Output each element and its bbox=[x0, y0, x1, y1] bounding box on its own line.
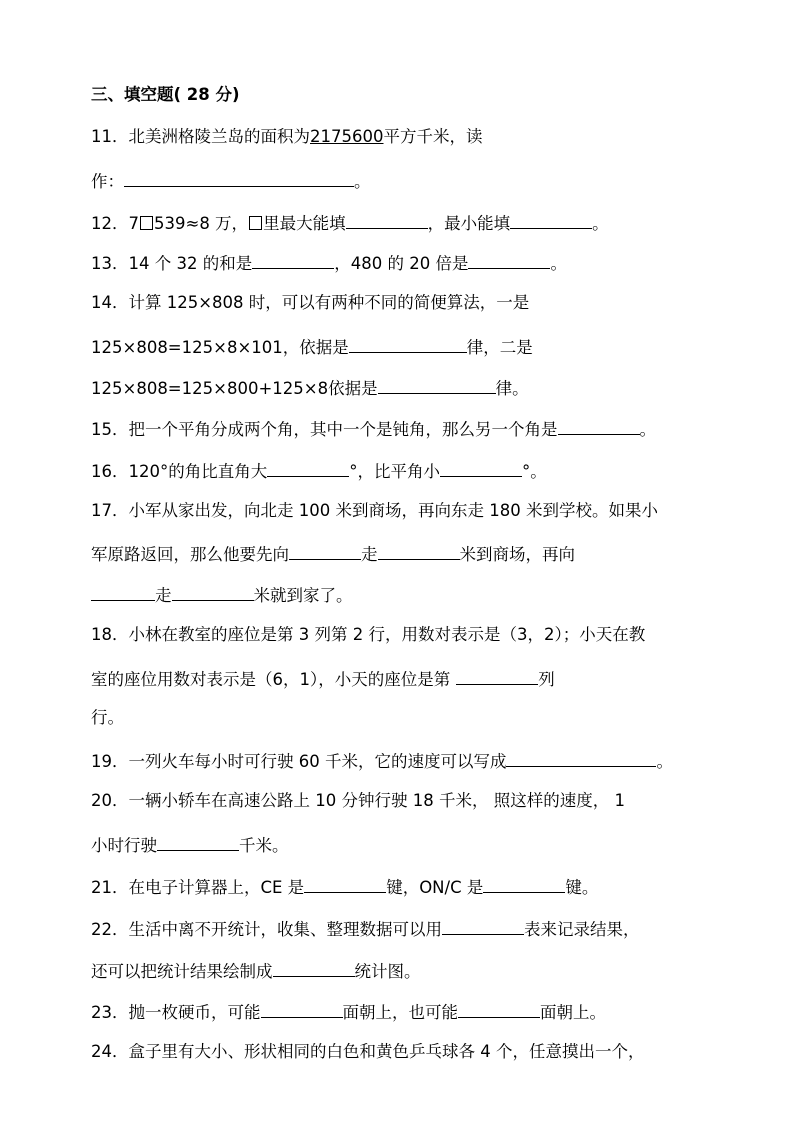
answer-blank[interactable] bbox=[378, 375, 496, 394]
q22-text-2: 表来记录结果， bbox=[524, 920, 640, 939]
q16-text: 16．120°的角比直角大 bbox=[91, 462, 268, 481]
answer-blank[interactable] bbox=[558, 416, 640, 435]
answer-blank[interactable] bbox=[267, 458, 349, 477]
question-18-line2 bbox=[91, 666, 555, 691]
question-11-line2 bbox=[91, 168, 371, 193]
q19-text: 19．一列火车每小时可行驶 60 千米，它的速度可以写成 bbox=[91, 752, 507, 771]
question-22 bbox=[91, 916, 640, 941]
q23-text-2: 面朝上，也可能 bbox=[342, 1003, 458, 1022]
question-14: 14．计算 125×808 时，可以有两种不同的简便算法，一是 bbox=[91, 293, 530, 312]
question-18-line3: 行。 bbox=[91, 708, 124, 727]
q17-text-5: 走 bbox=[155, 586, 172, 605]
q12-text-4: ，最小能填 bbox=[427, 214, 511, 233]
question-22-line2 bbox=[91, 958, 421, 983]
answer-blank[interactable] bbox=[506, 748, 656, 767]
question-12 bbox=[91, 210, 609, 235]
q23-text-3: 面朝上。 bbox=[540, 1003, 606, 1022]
q21-text: 21．在电子计算器上，CE 是 bbox=[91, 878, 305, 897]
answer-blank[interactable] bbox=[456, 666, 538, 685]
answer-blank[interactable] bbox=[157, 832, 239, 851]
q17-text-2: 军原路返回，那么他要先向 bbox=[91, 545, 289, 564]
q14-text-3: 律，二是 bbox=[466, 338, 533, 357]
q20-text-2: 小时行驶 bbox=[91, 836, 157, 855]
box-icon bbox=[249, 216, 262, 230]
q14-text-2: 125×808=125×8×101，依据是 bbox=[91, 338, 349, 357]
q14-text-4: 125×808=125×800+125×8依据是 bbox=[91, 379, 378, 398]
answer-blank[interactable] bbox=[289, 541, 361, 560]
question-13 bbox=[91, 250, 567, 275]
q21-text-3: 键。 bbox=[565, 878, 599, 897]
q16-period: °。 bbox=[522, 462, 547, 481]
answer-blank[interactable] bbox=[510, 210, 592, 229]
q11-number: 2175600 bbox=[310, 127, 384, 146]
answer-blank[interactable] bbox=[378, 541, 460, 560]
q22-text-4: 统计图。 bbox=[354, 962, 421, 981]
answer-blank[interactable] bbox=[172, 582, 254, 601]
question-21 bbox=[91, 874, 598, 899]
answer-blank[interactable] bbox=[458, 999, 540, 1018]
answer-blank[interactable] bbox=[346, 210, 428, 229]
q13-period: 。 bbox=[550, 254, 567, 273]
q19-period: 。 bbox=[656, 752, 673, 771]
answer-blank[interactable] bbox=[304, 874, 386, 893]
q11-period: 。 bbox=[354, 172, 371, 191]
q11-text-2: 平方千米，读 bbox=[383, 127, 483, 146]
answer-blank[interactable] bbox=[442, 916, 524, 935]
answer-blank[interactable] bbox=[440, 458, 522, 477]
section-title: 三、填空题( 28 分) bbox=[91, 85, 240, 104]
question-24: 24．盒子里有大小、形状相同的白色和黄色乒乓球各 4 个，任意摸出一个， bbox=[91, 1042, 645, 1061]
question-14-line3 bbox=[91, 375, 529, 400]
question-17-line2 bbox=[91, 541, 575, 566]
question-11 bbox=[91, 126, 483, 148]
question-14-line2 bbox=[91, 334, 533, 359]
q23-text: 23．抛一枚硬币，可能 bbox=[91, 1003, 261, 1022]
question-19 bbox=[91, 748, 673, 773]
q12-text-2: 539≈8 万， bbox=[154, 214, 249, 233]
answer-blank[interactable] bbox=[252, 250, 334, 269]
answer-blank[interactable] bbox=[273, 958, 355, 977]
q13-text: 13．14 个 32 的和是 bbox=[91, 254, 253, 273]
q13-text-2: ，480 的 20 倍是 bbox=[334, 254, 469, 273]
q18-text-3: 列 bbox=[538, 670, 555, 689]
q21-text-2: 键，ON/C 是 bbox=[386, 878, 484, 897]
question-23 bbox=[91, 999, 606, 1024]
q11-text-3: 作： bbox=[91, 172, 124, 191]
answer-blank[interactable] bbox=[349, 334, 467, 353]
answer-blank[interactable] bbox=[483, 874, 565, 893]
q17-text-4: 米到商场，再向 bbox=[459, 545, 575, 564]
question-18: 18．小林在教室的座位是第 3 列第 2 行，用数对表示是（3，2）；小天在教 bbox=[91, 625, 646, 644]
q15-text: 15．把一个平角分成两个角，其中一个是钝角，那么另一个角是 bbox=[91, 420, 558, 439]
q12-text-3: 里最大能填 bbox=[263, 214, 346, 233]
question-20: 20．一辆小轿车在高速公路上 10 分钟行驶 18 千米， 照这样的速度， 1 bbox=[91, 791, 625, 810]
q15-period: 。 bbox=[639, 420, 656, 439]
q20-text-3: 千米。 bbox=[239, 836, 289, 855]
answer-blank[interactable] bbox=[91, 582, 155, 601]
answer-blank[interactable] bbox=[124, 168, 354, 187]
q11-text: 11．北美洲格陵兰岛的面积为 bbox=[91, 127, 310, 146]
question-20-line2 bbox=[91, 832, 289, 857]
question-17-line3 bbox=[91, 582, 353, 607]
question-17: 17．小军从家出发，向北走 100 米到商场，再向东走 180 米到学校。如果小 bbox=[91, 501, 658, 520]
q14-text-5: 律。 bbox=[495, 379, 529, 398]
q17-text-3: 走 bbox=[361, 545, 378, 564]
q18-text-2: 室的座位用数对表示是（6，1），小天的座位是第 bbox=[91, 670, 451, 689]
q12-period: 。 bbox=[592, 214, 609, 233]
q16-text-2: °，比平角小 bbox=[349, 462, 440, 481]
q17-text-6: 米就到家了。 bbox=[253, 586, 353, 605]
answer-blank[interactable] bbox=[261, 999, 343, 1018]
q12-text: 12．7 bbox=[91, 214, 139, 233]
q22-text: 22．生活中离不开统计，收集、整理数据可以用 bbox=[91, 920, 442, 939]
box-icon bbox=[140, 216, 153, 230]
question-16 bbox=[91, 458, 547, 483]
q22-text-3: 还可以把统计结果绘制成 bbox=[91, 962, 273, 981]
question-15 bbox=[91, 416, 656, 441]
answer-blank[interactable] bbox=[468, 250, 550, 269]
